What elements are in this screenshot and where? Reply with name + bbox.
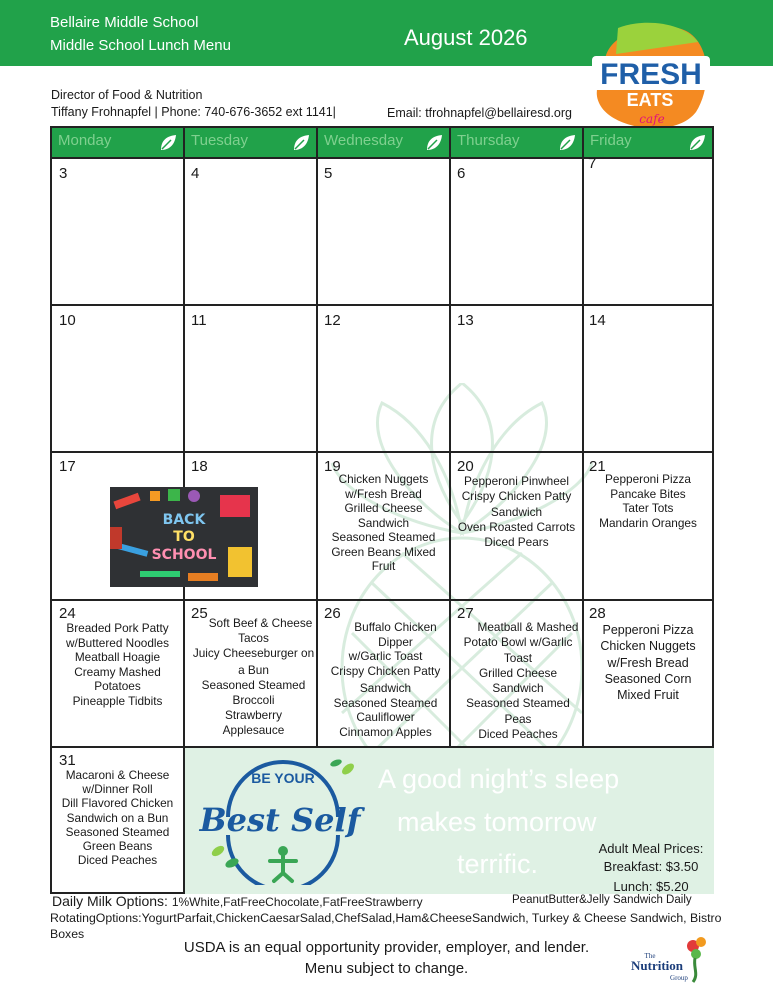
menu-item: Chicken Nuggets — [338, 472, 429, 486]
menu-item: Mandarin Oranges — [599, 515, 697, 530]
menu-item: Buffalo Chicken Dipper — [354, 620, 437, 649]
contact-block — [51, 87, 336, 121]
day-number: 6 — [457, 165, 466, 182]
quote-line: terrific. — [457, 849, 538, 879]
bts-school-text: SCHOOL — [151, 547, 217, 563]
menu-item: Creamy Mashed — [74, 664, 161, 679]
logo-cafe-text: cafe — [639, 112, 665, 126]
leaf-icon — [292, 134, 310, 152]
menu-item: Sandwich — [357, 515, 410, 530]
day-menu-28 — [584, 622, 712, 703]
day-number: 10 — [59, 312, 76, 329]
grid-divider — [52, 157, 712, 159]
day-number: 13 — [457, 312, 474, 329]
weekday-header-thursday — [451, 128, 582, 158]
menu-item: Mixed Fruit — [617, 688, 679, 703]
fresh-eats-logo — [588, 20, 713, 132]
day-number: 24 — [59, 605, 76, 622]
director-details: Tiffany Frohnapfel | Phone: 740-676-3652 ext 1141| — [51, 105, 336, 119]
menu-item: Seasoned Steamed — [201, 678, 306, 692]
menu-item: Pancake Bites — [610, 486, 686, 501]
menu-item: Broccoli — [232, 693, 275, 707]
menu-item: Potatoes — [94, 679, 141, 693]
menu-item: Grilled Cheese — [344, 501, 423, 515]
weekday-label: Friday — [590, 132, 632, 149]
day-number: 5 — [324, 165, 333, 182]
milk-options — [52, 893, 423, 909]
day-number: 18 — [191, 458, 208, 475]
grid-divider — [52, 451, 712, 453]
menu-title: Middle School Lunch Menu — [50, 37, 231, 54]
menu-item: Seasoned Steamed — [333, 695, 438, 710]
day-number: 17 — [59, 458, 76, 475]
menu-item: Crispy Chicken Patty — [330, 663, 441, 678]
day-number: 31 — [59, 752, 76, 769]
leaf-icon — [688, 134, 706, 152]
quote-line: makes tomorrow — [397, 807, 597, 837]
day-number: 12 — [324, 312, 341, 329]
day-number: 4 — [191, 165, 200, 182]
menu-item: Seasoned Steamed — [331, 530, 436, 544]
day-number: 19 — [324, 458, 341, 475]
bts-back-text: BACK — [162, 512, 206, 528]
menu-item: Meatball Hoagie — [74, 650, 161, 664]
lunch-price: Lunch: $5.20 — [613, 879, 689, 894]
usda-statement: USDA is an equal opportunity provider, employer, and lender. — [183, 939, 590, 956]
weekday-header-wednesday — [318, 128, 449, 158]
nutrition-group-logo — [627, 932, 717, 986]
menu-item: w/Fresh Bread — [607, 655, 689, 670]
day-number: 26 — [324, 605, 341, 622]
logo-fresh-text: FRESH — [600, 58, 702, 91]
director-role: Director of Food & Nutrition — [51, 88, 203, 102]
adult-meal-prices — [590, 840, 712, 896]
menu-item: Soft Beef & Cheese — [208, 616, 313, 630]
day-menu-26 — [318, 620, 453, 739]
menu-item: Cauliflower — [356, 710, 415, 724]
menu-item: Potato Bowl w/Garlic — [463, 635, 573, 650]
menu-item: Tacos — [238, 631, 269, 645]
menu-item: Meatball & Mashed — [477, 620, 579, 634]
day-menu-25 — [185, 616, 322, 738]
day-number: 7 — [588, 155, 597, 172]
milk-label: Daily Milk Options: — [52, 893, 168, 909]
menu-item: Diced Pears — [484, 535, 549, 550]
weekday-header-monday — [52, 128, 183, 158]
day-number: 28 — [589, 605, 606, 622]
ntg-name-text: Nutrition — [631, 958, 683, 973]
menu-item: Pepperoni Pizza — [605, 472, 691, 486]
weekday-header-friday — [584, 128, 712, 158]
day-menu-27 — [451, 620, 585, 742]
day-number: 14 — [589, 312, 606, 329]
day-menu-20 — [451, 474, 582, 550]
menu-item: Tater Tots — [622, 501, 674, 515]
menu-item: Seasoned Steamed — [466, 696, 570, 711]
menu-item: Seasoned Steamed — [65, 824, 170, 839]
weekday-label: Wednesday — [324, 132, 403, 149]
day-menu-31 — [52, 768, 183, 867]
leaf-icon — [425, 134, 443, 152]
school-title-block — [50, 11, 231, 57]
menu-item: Diced Peaches — [77, 853, 158, 868]
menu-item: Strawberry — [224, 708, 283, 722]
menu-item: Pepperoni Pizza — [602, 623, 694, 637]
back-to-school-image — [110, 487, 258, 587]
menu-item: Peas — [504, 711, 532, 726]
prices-title: Adult Meal Prices: — [598, 841, 704, 856]
day-number: 25 — [191, 605, 208, 622]
day-menu-24 — [52, 621, 183, 708]
menu-item: Cinnamon Apples — [339, 724, 432, 739]
menu-item: Chicken Nuggets — [600, 639, 696, 654]
school-name: Bellaire Middle School — [50, 14, 199, 31]
menu-item: Seasoned Corn — [604, 671, 692, 686]
menu-item: Green Beans Mixed — [331, 544, 436, 559]
menu-item: Pepperoni Pinwheel — [464, 474, 569, 488]
menu-item: Macaroni & Cheese — [65, 768, 170, 782]
quote-line: A good night’s sleep — [378, 764, 620, 794]
menu-item: Sandwich on a Bun — [66, 810, 169, 825]
grid-divider — [52, 599, 712, 601]
menu-item: Sandwich — [492, 681, 544, 696]
day-menu-21 — [584, 472, 712, 530]
menu-item: w/Garlic Toast — [348, 649, 423, 663]
menu-change-note: Menu subject to change. — [304, 960, 469, 977]
logo-eats-text: EATS — [626, 90, 674, 110]
menu-item: Oven Roasted Carrots — [457, 519, 576, 534]
director-email: Email: tfrohnapfel@bellairesd.org — [387, 106, 573, 120]
best-self-badge — [198, 755, 368, 885]
grid-divider — [52, 304, 712, 306]
menu-item: Breaded Pork Patty — [66, 621, 169, 635]
weekday-header-tuesday — [185, 128, 316, 158]
school-supplies-icon — [110, 487, 258, 587]
pbj-note: PeanutButter&Jelly Sandwich Daily — [512, 894, 692, 906]
menu-item: Pineapple Tidbits — [72, 693, 163, 708]
milk-list: 1%White,FatFreeChocolate,FatFreeStrawberry — [171, 895, 423, 909]
menu-item: Dill Flavored Chicken — [61, 796, 174, 811]
menu-item: w/Dinner Roll — [82, 782, 153, 797]
menu-item: Juicy Cheeseburger on — [192, 646, 315, 660]
menu-month: August 2026 — [404, 25, 528, 50]
leaf-icon — [159, 134, 177, 152]
best-self-main-text: Best Self — [199, 801, 361, 839]
day-number: 21 — [589, 458, 606, 475]
weekday-label: Monday — [58, 132, 112, 149]
ntg-the-text: The — [644, 952, 656, 960]
weekday-label: Thursday — [457, 132, 520, 149]
day-number: 27 — [457, 605, 474, 622]
weekday-label: Tuesday — [191, 132, 248, 149]
day-menu-19 — [318, 472, 449, 574]
day-number: 3 — [59, 165, 68, 182]
menu-item: Sandwich — [359, 681, 412, 695]
leaf-icon — [558, 134, 576, 152]
menu-item: Grilled Cheese — [478, 665, 558, 680]
breakfast-price: Breakfast: $3.50 — [603, 859, 699, 874]
menu-item: Toast — [503, 650, 533, 665]
menu-item: a Bun — [238, 663, 269, 677]
menu-item: w/Buttered Noodles — [66, 635, 169, 650]
day-number: 20 — [457, 458, 474, 475]
ntg-group-text: Group — [670, 974, 688, 982]
day-number: 11 — [191, 312, 207, 329]
menu-item: Diced Peaches — [478, 727, 558, 742]
menu-item: Fruit — [371, 559, 396, 573]
menu-item: w/Fresh Bread — [345, 486, 422, 501]
menu-item: Sandwich — [490, 504, 543, 519]
menu-item: Applesauce — [222, 723, 285, 737]
rotating-options: RotatingOptions:YogurtParfait,ChickenCaesarSalad,ChefSalad,Ham&CheeseSandwich, Turkey & Cheese Sandwich, Bistro Boxes — [50, 911, 722, 941]
menu-item: Green Beans — [82, 839, 153, 854]
bts-to-text: TO — [173, 529, 195, 545]
best-self-top-text: BE YOUR — [251, 770, 315, 786]
grid-divider — [183, 746, 185, 894]
menu-item: Crispy Chicken Patty — [461, 489, 572, 504]
